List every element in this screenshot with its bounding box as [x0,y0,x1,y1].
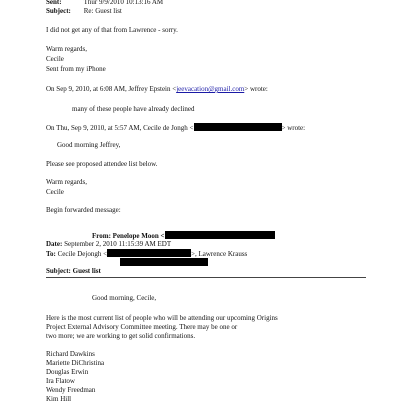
sent-header-line [46,0,163,7]
forward-to-value-start: Cecile Dejongh < [57,250,108,258]
forward-header-divider [46,277,366,278]
message-paragraph-line-2: Project External Advisory Committee meeting. There may be one or [46,323,238,331]
subject-label: Subject: [46,7,71,15]
attendee-list-item: Douglas Erwin [46,368,89,376]
subject-header-line [46,7,122,16]
quote1-intro-start: On Sep 9, 2010, at 6:08 AM, Jeffrey Epstein < [46,85,177,93]
quote1-email-link[interactable]: jeevacation@gmail.com [176,85,245,93]
attendee-list-item: Wendy Freedman [46,386,96,394]
redaction-block [194,123,282,131]
forward-subject-label: Subject: [46,267,71,275]
forward-from-value: Penelope Moon < [112,232,165,240]
reply-text: I did not get any of that from Lawrence - sorry. [46,26,178,34]
quote2-body: Please see proposed attendee list below. [46,160,158,168]
forward-subject-value: Guest list [72,267,101,275]
forward-date-label: Date: [46,240,63,248]
sent-label: Sent: [46,0,62,6]
forward-subject-line [46,267,101,276]
quote2-intro-start: On Thu, Sep 9, 2010, at 5:57 AM, Cecile de Jongh < [46,124,194,132]
message-greeting: Good morning, Cecile, [92,294,157,302]
quote2-intro-end: > wrote: [281,124,306,132]
redaction-block [107,249,191,257]
quote2-intro [46,123,305,133]
quote1-body: many of these people have already declined [72,105,195,113]
attendee-list-item: Kim Hill [46,395,72,403]
quote2-greeting: Good morning Jeffrey, [57,141,121,149]
quote2-forwarded: Begin forwarded message: [46,206,121,214]
redaction-block [120,258,208,266]
reply-signoff: Warm regards, [46,45,88,53]
message-paragraph-line-3: two more; we are working to get solid confirmations. [46,332,196,340]
sent-value: Thur 9/9/2010 10:13:16 AM [83,0,164,6]
attendee-list-item: Mariette DiChristina [46,359,105,367]
quote1-intro-end: > wrote: [244,85,268,93]
attendee-list-item: Ira Flatow [46,377,75,385]
reply-device: Sent from my iPhone [46,65,106,73]
forward-date-value: September 2, 2010 11:15:39 AM EDT [64,240,172,248]
forward-to-value-end: >, Lawrence Krauss [191,250,248,258]
reply-name: Cecile [46,55,64,63]
redaction-block [165,231,275,239]
subject-value: Re: Guest list [83,7,122,15]
message-paragraph-line-1: Here is the most current list of people who will be attending our upcoming Origins [46,314,278,322]
quote2-name: Cecile [46,188,64,196]
quote1-intro [46,85,268,94]
forward-to-label: To: [46,250,56,258]
attendee-list-item: Richard Dawkins [46,350,95,358]
forward-from-label: From: [92,232,111,240]
forward-to-continuation [120,258,208,268]
quote2-signoff: Warm regards, [46,178,88,186]
forward-date-line [46,240,171,249]
